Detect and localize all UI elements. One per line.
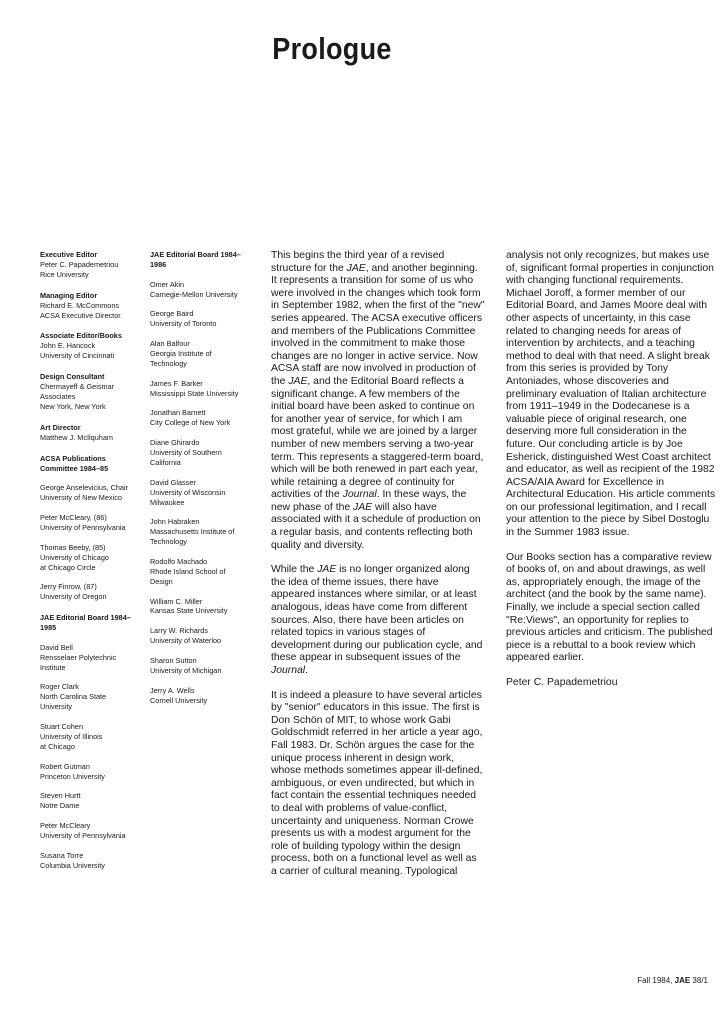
board-member (150, 517, 254, 547)
board-member (40, 643, 132, 673)
board-member (150, 339, 254, 369)
article-column-right (506, 250, 716, 702)
board-member (150, 478, 254, 508)
board-member-line: Jerry Finrow, (87) (40, 582, 97, 592)
board-member-line: North Carolina State (40, 692, 107, 702)
board-member-line: Princeton University (40, 771, 105, 781)
board-member-line: Rodolfo Machado (150, 556, 208, 566)
board-member-line: Peter McCleary (40, 821, 91, 831)
board-member-line: Diane Ghirardo (150, 438, 200, 448)
board-member-line: William C. Miller (150, 596, 203, 606)
body-paragraph-3a: It is indeed a pleasure to have several articles by "senior" educators in this issue. The first is Don Schön of MIT, to whose work Gabi Goldschmidt referred in her article a year ago, Fall 1983. Dr. Schön argues the case for the unique process inherent in design work, whose methods sometimes appear ill-defined, ambiguous, or even undirected, but which in fact contain the essential techniques needed to deal with problems of value-conflict, uncertainty and uniqueness. Norman Crowe presents us with a modest argument for the role of building typology within the design process, both on a functional level as well as a carrier of cultural meaning. Typological (271, 689, 483, 877)
board-member-line: University (40, 702, 73, 712)
board-member-line: Jerry A. Wells (150, 685, 195, 695)
board-member-line: University of Wisconsin (150, 487, 226, 497)
board-member (150, 686, 254, 706)
board-member-line: James F. Barker (150, 378, 203, 388)
masthead-role-heading: Associate Editor/Books (40, 331, 122, 341)
body-paragraph-2: While the JAE is no longer organized along the idea of theme issues, there have appeared instances where similar, or at least analogous, ideas have come from different sources. Also, there have been articles on related topics in various stages of development during our publication cycle, and these appear in subsequent issues of the Journal. (271, 564, 483, 676)
board-member-line: George Anselevicius, Chair (40, 483, 129, 493)
board-member-line: University of New Mexico (40, 493, 122, 503)
board-member-line: Mississippi State University (150, 388, 239, 398)
board-member-line: Robert Gutman (40, 761, 90, 771)
board-member-line: Rensselaer Polytechnic (40, 652, 117, 662)
board-member-line: Omer Akin (150, 279, 185, 289)
board-member-line: Roger Clark (40, 682, 79, 692)
board-member (150, 557, 254, 587)
board-member-line: University of Chicago (40, 552, 109, 562)
masthead-role-heading: Art Director (40, 422, 81, 432)
board-member-line: California (150, 457, 181, 467)
page-footer (637, 976, 708, 986)
board-member (40, 821, 132, 841)
masthead-role-heading: Managing Editor (40, 290, 98, 300)
board-member-line: University of Pennsylvania (40, 522, 126, 532)
masthead-entry-line: Peter C. Papademetriou (40, 259, 119, 269)
masthead-entry-line: Matthew J. McIlquham (40, 432, 113, 442)
board-member-line: University of Oregon (40, 592, 107, 602)
board-member-line: John Habraken (150, 517, 200, 527)
board-member-line: Georgia Institute of (150, 349, 212, 359)
board-member (40, 791, 132, 811)
board-member (150, 309, 254, 329)
board-member (150, 626, 254, 646)
board-member-line: Susana Torre (40, 850, 84, 860)
board-member-line: Peter McCleary, (86) (40, 513, 107, 522)
footer-volume-page: 38/1 (692, 976, 708, 985)
masthead-column-2 (150, 250, 254, 716)
masthead-editor-block (40, 250, 132, 280)
board-member-line: Massachusetts Institute of (150, 527, 235, 537)
masthead-entry-line: New York, New York (40, 401, 106, 411)
board-member (40, 513, 132, 533)
board-member-line: Columbia University (40, 860, 105, 870)
board-member (40, 483, 132, 503)
board-member-line: Cornell University (150, 695, 208, 705)
board-member-line: University of Michigan (150, 665, 222, 675)
masthead-role-heading: Executive Editor (40, 250, 98, 259)
board-member-line: Kansas State University (150, 606, 228, 616)
board-member-line: Thomas Beeby, (85) (40, 542, 106, 552)
board-member (40, 722, 132, 752)
page-title: Prologue (272, 32, 392, 66)
footer-issue: Fall 1984, (637, 976, 673, 985)
board-member-line: University of Pennsylvania (40, 830, 126, 840)
board-1984-85-heading: JAE Editorial Board 1984–1985 (40, 613, 131, 633)
board-member (40, 851, 132, 871)
board-member-line: David Bell (40, 642, 73, 652)
article-column-left (271, 250, 485, 891)
board-member-line: Sharon Sutton (150, 655, 197, 665)
board-member (150, 438, 254, 468)
signature: Peter C. Papademetriou (506, 677, 618, 688)
board-member-line: City College of New York (150, 418, 231, 428)
board-1984-86-heading: JAE Editorial Board 1984–1986 (150, 250, 241, 269)
masthead-editor-block (40, 372, 132, 412)
body-paragraph-1: This begins the third year of a revised structure for the JAE, and another beginning. It represents a transition for some of us who were involved in the changes which took form in September 1982, when the first of the "new" series appeared. The ACSA executive officers and members of the Publications Committee involved in the commitment to make those changes are no longer in active service. Now ACSA staff are now involved in production of the JAE, and the Editorial Board reflects a significant change. A few members of the initial board have been asked to continue on for another year of service, for which I am most grateful, while we are joined by a larger number of new members serving a two-year term. This represents a staggered-term board, which will be both renewed in part each year, while retaining a degree of continuity for activities of the Journal. In these ways, the new phase of the JAE will also have associated with it a schedule of production on a regular basis, and contents reflecting both quality and diversity. (271, 250, 485, 551)
board-member-line: Steven Hurtt (40, 791, 81, 801)
board-member-line: Milwaukee (150, 497, 185, 507)
masthead-column-1 (40, 250, 132, 882)
masthead-editors (40, 250, 132, 443)
publications-committee (40, 454, 132, 603)
board-member-line: Rhode Island School of (150, 566, 226, 576)
board-member (150, 408, 254, 428)
masthead-editor-block (40, 331, 132, 361)
masthead-editor-block (40, 423, 132, 443)
board-member-line: Stuart Cohen (40, 722, 83, 732)
editorial-board-1984-86 (150, 250, 254, 705)
board-member-line: at Chicago (40, 741, 75, 751)
board-member (40, 543, 132, 573)
masthead-entry-line: John E. Hancock (40, 341, 96, 351)
board-member (40, 682, 132, 712)
masthead-entry-line: Associates (40, 391, 76, 401)
board-member-line: at Chicago Circle (40, 562, 96, 572)
masthead-entry-line: Rice University (40, 269, 89, 279)
board-member (40, 762, 132, 782)
board-member-line: Larry W. Richards (150, 626, 208, 636)
board-member-line: University of Southern (150, 448, 222, 458)
board-member-line: Technology (150, 537, 187, 547)
masthead-editor-block (40, 291, 132, 321)
masthead-entry-line: Chermayeff & Geismar (40, 382, 115, 392)
board-member-line: University of Waterloo (150, 636, 222, 646)
board-member (150, 379, 254, 399)
board-member (150, 656, 254, 676)
board-member-line: University of Illinois (40, 731, 103, 741)
board-member-line: Alan Balfour (150, 339, 190, 349)
board-member (150, 597, 254, 617)
board-member-line: Institute (40, 662, 66, 672)
masthead-entry-line: University of Cincinnati (40, 351, 115, 361)
board-member-line: David Glasser (150, 477, 196, 487)
editorial-board-1984-85 (40, 613, 132, 870)
board-member-line: Technology (150, 358, 187, 368)
board-member (40, 582, 132, 602)
board-member-line: University of Toronto (150, 319, 217, 329)
board-member-line: Notre Dame (40, 801, 80, 811)
board-member-line: George Baird (150, 309, 194, 319)
body-paragraph-4: Our Books section has a comparative review of books of, on and about drawings, as well as, appropriately enough, the image of the architect (and the book by the same name). Finally, we include a special section called "Re:Views", an opportunity for replies to previous articles and criticism. The published piece is a rebuttal to a book review which appeared earlier. (506, 551, 713, 664)
masthead-entry-line: ACSA Executive Director (40, 310, 121, 320)
board-member-line: Carnegie-Mellon University (150, 289, 238, 299)
masthead-role-heading: Design Consultant (40, 372, 105, 382)
footer-journal: JAE (674, 976, 691, 985)
board-member-line: Design (150, 576, 173, 586)
committee-heading: ACSA Publications Committee 1984–85 (40, 453, 109, 473)
masthead-entry-line: Richard E. McCommons (40, 300, 120, 310)
board-member (150, 280, 254, 300)
board-member-line: Jonathan Barnett (150, 408, 206, 418)
body-paragraph-3b: analysis not only recognizes, but makes use of, significant formal properties in conjunction with changing functional requirements. Michael Joroff, a former member of our Editorial Board, and James Moore deal with other aspects of uncertainty, in this case related to changing needs for areas of intervention by architects, and a teaching method to deal with that need. A slight break from this series is provided by Tony Antoniades, whose discoveries and preliminary evaluation of Italian architecture from 1911–1949 in the Dodecanese is a valuable piece of original research, one deserving more full consideration in the future. Our concluding article is by Joe Esherick, distinguished West Coast architect and educator, as well as recipient of the 1982 ACSA/AIA Award for Excellence in Architectural Education. His article comments on our professional legitimation, and I recall your attention to the piece by Sibel Dostoglu in the Summer 1983 issue. (506, 250, 716, 539)
